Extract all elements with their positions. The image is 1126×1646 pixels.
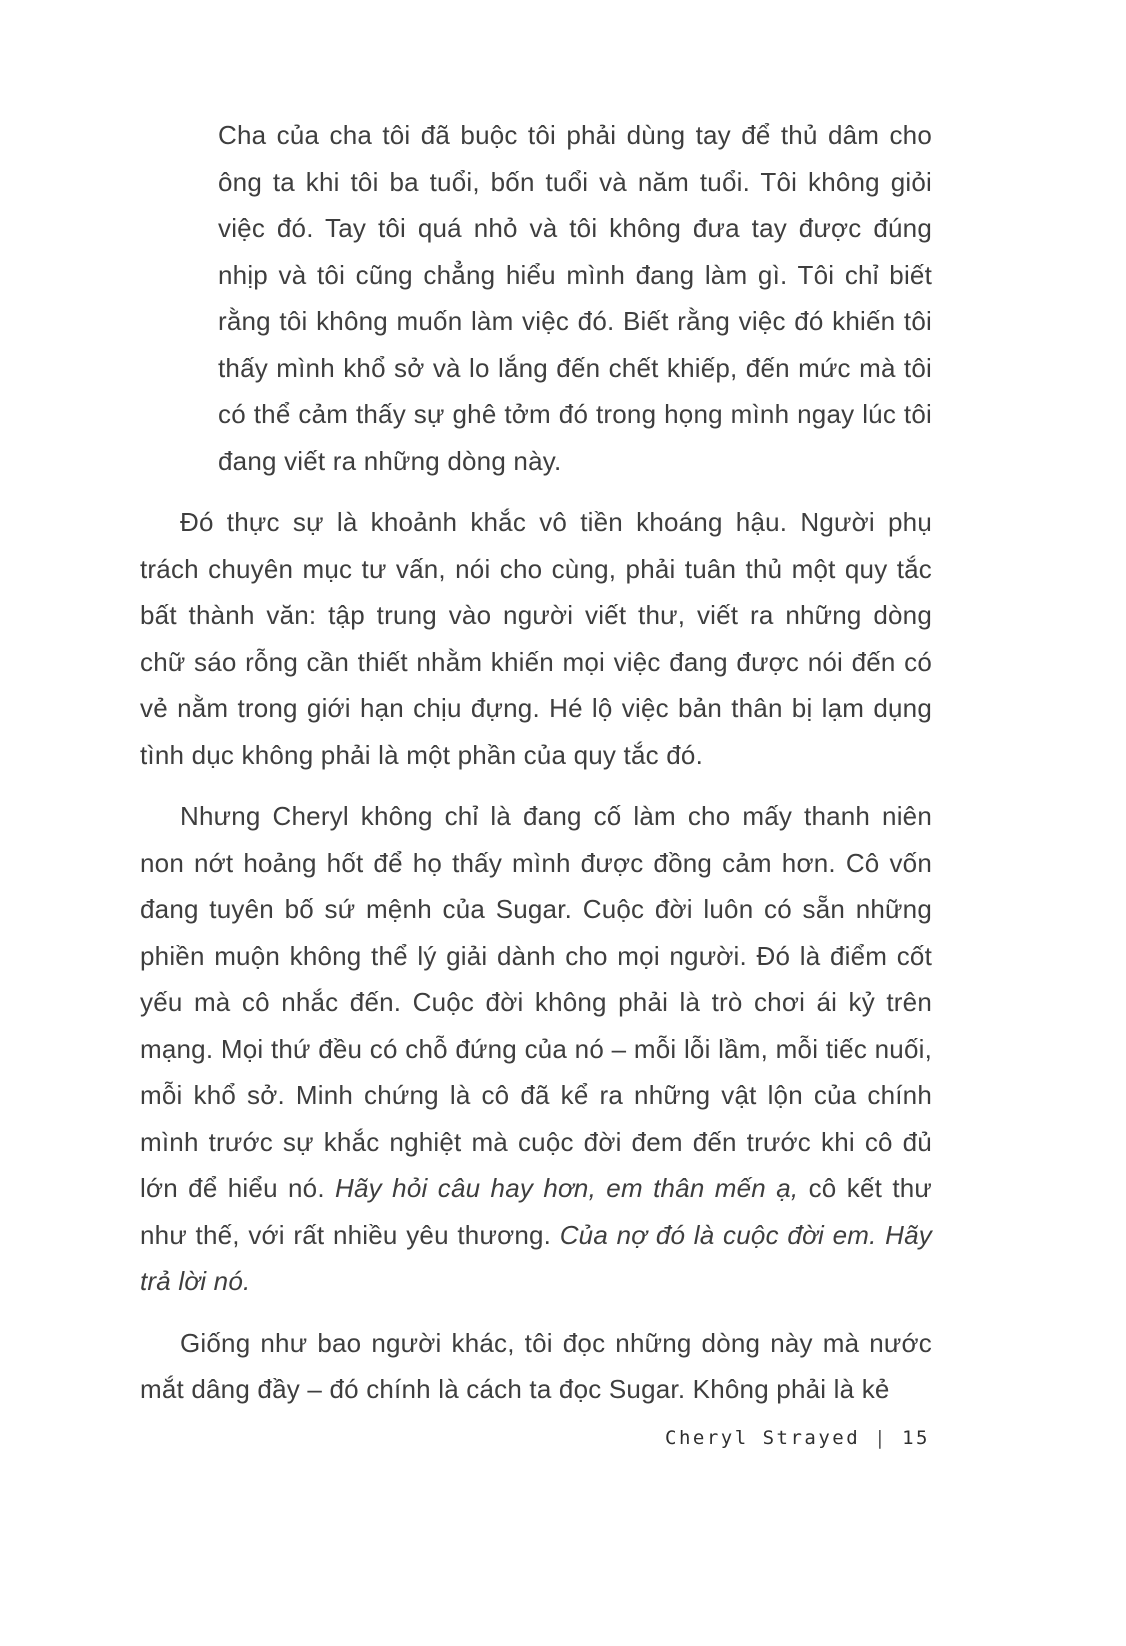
page-body [140, 112, 932, 1428]
body-paragraph [140, 499, 932, 778]
text-run: cô kết thư như thế, với rất nhiều yêu thương. [140, 1173, 933, 1250]
footer-page-number: 15 [902, 1427, 930, 1449]
body-paragraph [140, 793, 932, 1305]
italic-text-run: Của nợ đó là cuộc đời em. Hãy trả lời nó. [140, 1219, 932, 1296]
blockquote-paragraph [218, 112, 932, 484]
footer-author: Cheryl Strayed [665, 1427, 861, 1449]
body-paragraph [140, 1320, 932, 1413]
italic-text-run: Hãy hỏi câu hay hơn, em thân mến ạ, [335, 1173, 799, 1203]
text-run: Cha của cha tôi đã buộc tôi phải dùng tay để thủ dâm cho ông ta khi tôi ba tuổi, bốn tuổi và năm tuổi. Tôi không giỏi việc đó. Tay tôi quá nhỏ và tôi không đưa tay được đúng nhịp và tôi cũng chẳng hiểu mình đang làm gì. Tôi chỉ biết rằng tôi không muốn làm việc đó. Biết rằng việc đó khiến tôi thấy mình khổ sở và lo lắng đến chết khiếp, đến mức mà tôi có thể cảm thấy sự ghê tởm đó trong họng mình ngay lúc tôi đang viết ra những dòng này. [218, 120, 932, 476]
page-footer [665, 1427, 930, 1449]
text-run: Đó thực sự là khoảnh khắc vô tiền khoáng hậu. Người phụ trách chuyên mục tư vấn, nói cho cùng, phải tuân thủ một quy tắc bất thành văn: tập trung vào người viết thư, viết ra những dòng chữ sáo rỗng cần thiết nhằm khiến mọi việc đang được nói đến có vẻ nằm trong giới hạn chịu đựng. Hé lộ việc bản thân bị lạm dụng tình dục không phải là một phần của quy tắc đó. [140, 507, 932, 770]
text-run: Giống như bao người khác, tôi đọc những dòng này mà nước mắt dâng đầy – đó chính là cách ta đọc Sugar. Không phải là kẻ [140, 1327, 932, 1404]
text-run: Nhưng Cheryl không chỉ là đang cố làm cho mấy thanh niên non nớt hoảng hốt để họ thấy mình được đồng cảm hơn. Cô vốn đang tuyên bố sứ mệnh của Sugar. Cuộc đời luôn có sẵn những phiền muộn không thể lý giải dành cho mọi người. Đó là điểm cốt yếu mà cô nhắc đến. Cuộc đời không phải là trò chơi ái kỷ trên mạng. Mọi thứ đều có chỗ đứng của nó – mỗi lỗi lầm, mỗi tiếc nuối, mỗi khổ sở. Minh chứng là cô đã kể ra những vật lộn của chính mình trước sự khắc nghiệt mà cuộc đời đem đến trước khi cô đủ lớn để hiểu nó. [140, 801, 932, 1203]
footer-separator: | [874, 1427, 889, 1449]
